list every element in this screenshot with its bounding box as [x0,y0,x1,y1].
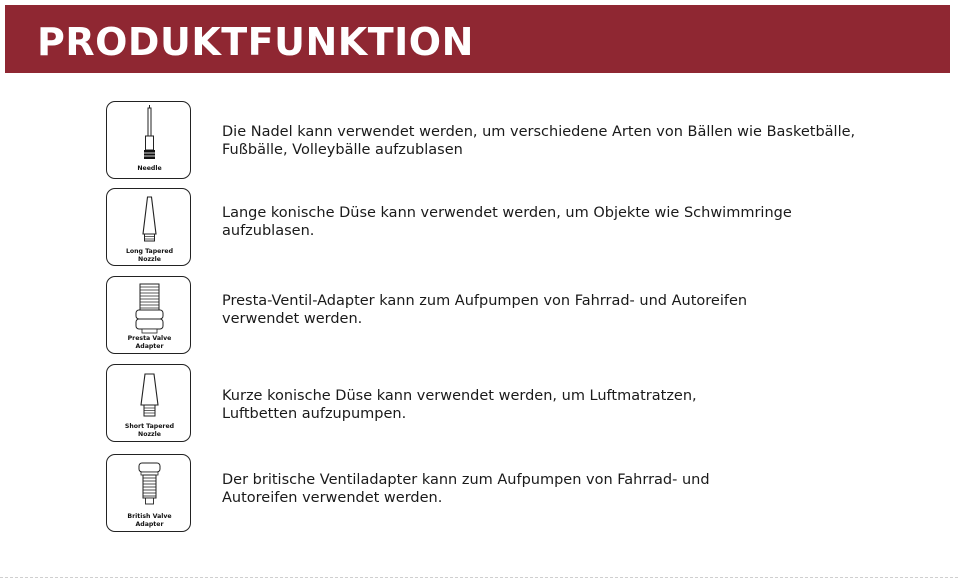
list-item-short-tapered-nozzle [106,364,866,444]
list-item-british-valve-adapter [106,454,866,534]
icon-label: Presta Valve Adapter [127,335,172,350]
header-banner [5,5,950,73]
icon-label: Needle [137,165,162,172]
presta-valve-adapter-card [106,276,191,354]
item-description: Die Nadel kann verwendet werden, um verschiedene Arten von Bällen wie Basketbälle, Fußbälle, Volleybälle aufzublasen [222,124,856,158]
list-item-long-tapered-nozzle [106,188,866,268]
item-description: Lange konische Düse kann verwendet werden, um Objekte wie Schwimmringe aufzublasen. [222,205,792,239]
short-tapered-nozzle-card [106,364,191,442]
list-item-needle [106,101,866,181]
footer-divider [0,577,958,578]
page-title: PRODUKTFUNKTION [37,20,474,64]
item-description: Presta-Ventil-Adapter kann zum Aufpumpen von Fahrrad- und Autoreifen verwendet werden. [222,293,748,327]
item-description: Kurze konische Düse kann verwendet werden, um Luftmatratzen, Luftbetten aufzupumpen. [222,388,697,422]
list-item-presta-valve-adapter [106,276,866,356]
needle-card [106,101,191,179]
icon-label: British Valve Adapter [127,513,172,528]
item-description: Der britische Ventiladapter kann zum Aufpumpen von Fahrrad- und Autoreifen verwendet werden. [222,472,710,506]
long-tapered-nozzle-card [106,188,191,266]
icon-label: Long Tapered Nozzle [125,248,174,263]
british-valve-adapter-card [106,454,191,532]
icon-label: Short Tapered Nozzle [124,423,175,438]
